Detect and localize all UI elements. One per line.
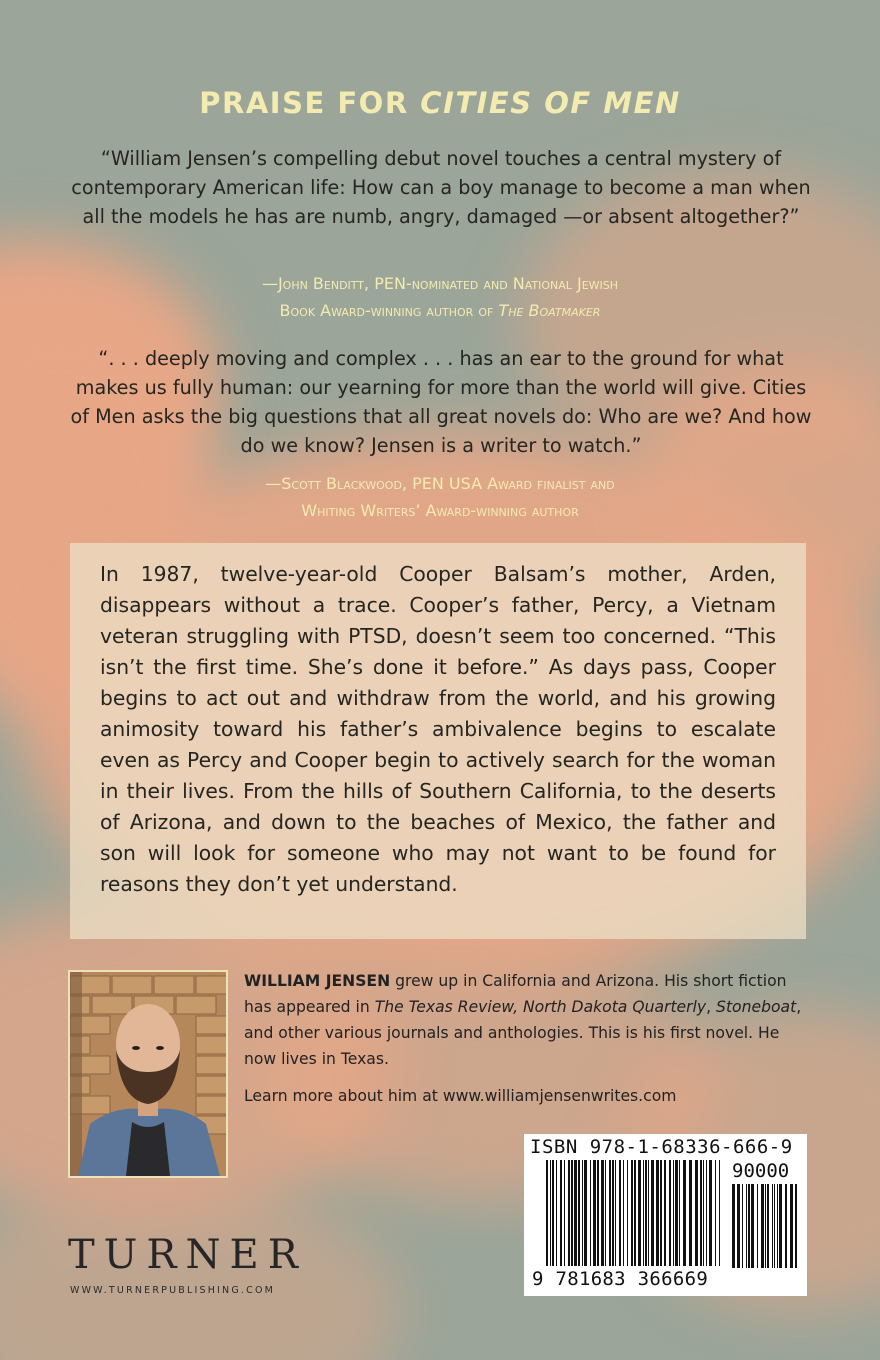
praise-quote-2: “. . . deeply moving and complex . . . has an ear to the ground for what makes us fully human: our yearning for more than the world will give. Cities of Men asks the big questions that all great novels do: Who are we? And how do we know? Jensen is a writer to watch.” bbox=[70, 347, 812, 457]
attribution-2-line-1: —Scott Blackwood, PEN USA Award finalist and bbox=[265, 474, 615, 493]
attribution-1-line-1: —John Benditt, PEN-nominated and National Jewish bbox=[261, 274, 619, 293]
praise-quote-1: “William Jensen’s compelling debut novel touches a central mystery of contemporary American life: How can a boy manage to become a man when all the models he has are numb, angry, damaged —or absent altogether?” bbox=[71, 147, 811, 228]
author-website-line: Learn more about him at www.williamjensenwrites.com bbox=[244, 1087, 677, 1105]
barcode-bars bbox=[546, 1160, 724, 1266]
author-photo bbox=[68, 970, 228, 1178]
praise-attribution-1 bbox=[40, 270, 840, 324]
ean-digits: 9 781683 366669 bbox=[532, 1268, 709, 1290]
synopsis-panel bbox=[70, 543, 806, 939]
synopsis-text: In 1987, twelve-year-old Cooper Balsam’s mother, Arden, disappears without a trace. Cooper’s father, Percy, a Vietnam veteran struggling with PTSD, doesn’t seem too concerned. “This isn’t the first time. She’s done it before.” As days pass, Cooper begins to act out and withdraw from the world, and his growing animosity toward his father’s ambivalence begins to escalate even as Percy and Cooper begin to actively search for the woman in their lives. From the hills of Southern California, to the deserts of Arizona, and down to the beaches of Mexico, the father and son will look for someone who may not want to be found for reasons they don’t yet understand. bbox=[100, 562, 776, 896]
isbn-barcode bbox=[524, 1134, 807, 1296]
price-code: 90000 bbox=[732, 1160, 790, 1182]
praise-attribution-2 bbox=[40, 470, 840, 524]
price-addon-bars bbox=[732, 1184, 798, 1268]
book-title: CITIES OF MEN bbox=[420, 86, 681, 120]
publisher-logo: TURNER bbox=[68, 1232, 307, 1278]
author-bio: WILLIAM JENSEN grew up in California and Arizona. His short fiction has appeared in The Texas Review, North Dakota Quarterly, Stoneboat, and other various journals and anthologies. This is his first novel. He now lives in Texas. bbox=[244, 972, 802, 1068]
publisher-website: WWW.TURNERPUBLISHING.COM bbox=[70, 1285, 276, 1296]
praise-heading: PRAISE FOR CITIES OF MEN bbox=[199, 86, 681, 120]
isbn-number: ISBN 978-1-68336-666-9 bbox=[530, 1136, 793, 1158]
author-name: WILLIAM JENSEN bbox=[244, 972, 391, 990]
attribution-1-line-2: Book Award-winning author of The Boatmaker bbox=[279, 301, 601, 320]
attribution-2-line-2: Whiting Writers’ Award-winning author bbox=[301, 501, 579, 520]
